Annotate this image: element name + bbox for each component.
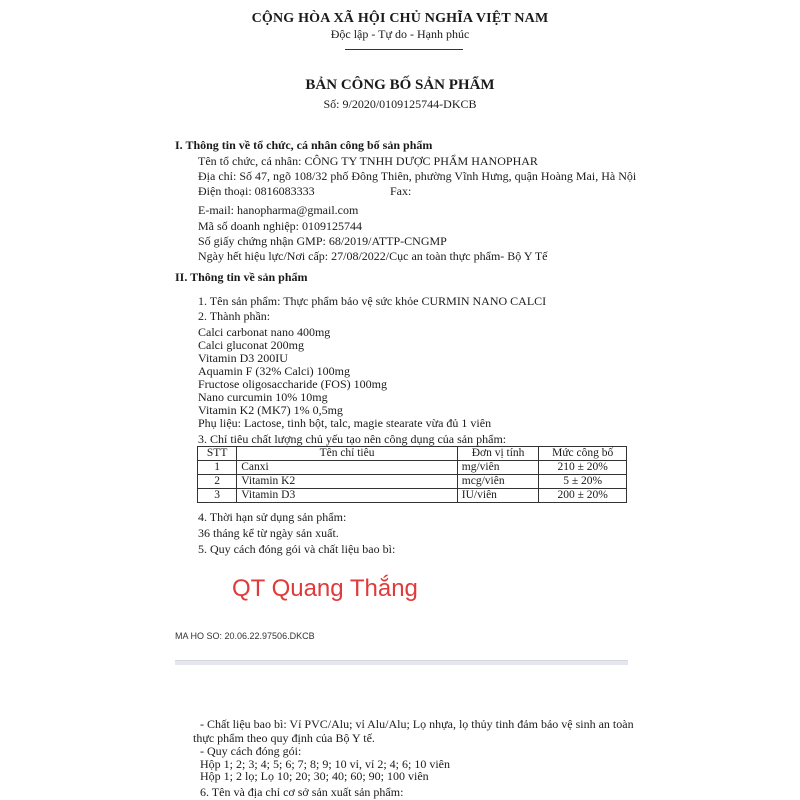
org-address: Địa chỉ: Số 47, ngõ 108/32 phố Đông Thiên, phường Vĩnh Hưng, quận Hoàng Mai, Hà Nội <box>198 169 637 183</box>
org-tax-id: Mã số doanh nghiệp: 0109125744 <box>198 219 362 233</box>
quality-heading: 3. Chỉ tiêu chất lượng chủ yếu tạo nên công dụng của sản phẩm: <box>198 432 507 446</box>
org-fax: Fax: <box>390 184 412 198</box>
excipients: Phụ liệu: Lactose, tinh bột, talc, magie stearate vừa đủ 1 viên <box>198 416 492 430</box>
table-cell: IU/viên <box>457 489 539 503</box>
shelf-life-heading: 4. Thời hạn sử dụng sản phẩm: <box>198 510 347 524</box>
table-cell: 2 <box>198 475 237 489</box>
org-phone: Điện thoại: 0816083333 <box>198 184 315 198</box>
org-email: E-mail: hanopharma@gmail.com <box>198 203 359 217</box>
header-divider <box>345 49 463 50</box>
ingredient-item: Nano curcumin 10% 10mg <box>198 390 328 404</box>
ingredient-item: Calci carbonat nano 400mg <box>198 325 331 339</box>
table-cell: 5 ± 20% <box>539 475 627 489</box>
packaging-material: - Chất liệu bao bì: Vỉ PVC/Alu; vỉ Alu/Alu; Lọ nhựa, lọ thủy tinh đảm bảo vệ sinh an toàn <box>200 717 634 731</box>
document-title: BẢN CÔNG BỐ SẢN PHẨM <box>305 77 495 93</box>
packaging-material-cont: thực phẩm theo quy định của Bộ Y tế. <box>193 731 375 745</box>
motto: Độc lập - Tự do - Hạnh phúc <box>330 27 470 41</box>
table-cell: mg/viên <box>457 461 539 475</box>
packaging-spec-bottle: Hộp 1; 2 lọ; Lọ 10; 20; 30; 40; 60; 90; 100 viên <box>200 769 429 783</box>
table-cell: mcg/viên <box>457 475 539 489</box>
packaging-heading: 5. Quy cách đóng gói và chất liệu bao bì: <box>198 542 396 556</box>
dossier-code: MA HO SO: 20.06.22.97506.DKCB <box>175 631 315 641</box>
table-cell: Vitamin K2 <box>237 475 458 489</box>
product-name: 1. Tên sản phẩm: Thực phẩm bảo vệ sức khỏe CURMIN NANO CALCI <box>198 294 547 308</box>
ingredient-item: Vitamin K2 (MK7) 1% 0,5mg <box>198 403 343 417</box>
section-2-heading: II. Thông tin về sản phẩm <box>175 270 308 284</box>
manufacturer-heading: 6. Tên và địa chỉ cơ sở sản xuất sản phẩm: <box>200 785 404 799</box>
packaging-spec-blister: Hộp 1; 2; 3; 4; 5; 6; 7; 8; 9; 10 vỉ, vỉ 2; 4; 6; 10 viên <box>200 757 451 771</box>
org-gmp: Số giấy chứng nhận GMP: 68/2019/ATTP-CNGMP <box>198 234 447 248</box>
table-cell: 3 <box>198 489 237 503</box>
document-number: Số: 9/2020/0109125744-DKCB <box>323 97 477 111</box>
packaging-spec-heading: - Quy cách đóng gói: <box>200 744 302 758</box>
table-header-cell: Mức công bố <box>539 447 627 461</box>
page-separator <box>175 660 628 665</box>
org-validity: Ngày hết hiệu lực/Nơi cấp: 27/08/2022/Cục an toàn thực phẩm- Bộ Y Tế <box>198 249 548 263</box>
ingredient-item: Fructose oligosaccharide (FOS) 100mg <box>198 377 387 391</box>
watermark-text: QT Quang Thắng <box>232 575 418 602</box>
table-row <box>198 461 627 475</box>
table-cell: 200 ± 20% <box>539 489 627 503</box>
table-cell: Canxi <box>237 461 458 475</box>
quality-table <box>197 446 627 503</box>
shelf-life: 36 tháng kể từ ngày sản xuất. <box>198 526 339 540</box>
table-cell: 210 ± 20% <box>539 461 627 475</box>
table-row <box>198 475 627 489</box>
org-name: Tên tổ chức, cá nhân: CÔNG TY TNHH DƯỢC PHẨM HANOPHAR <box>198 154 538 168</box>
composition-heading: 2. Thành phần: <box>198 309 271 323</box>
table-row <box>198 489 627 503</box>
ingredient-item: Aquamin F (32% Calci) 100mg <box>198 364 350 378</box>
table-cell: 1 <box>198 461 237 475</box>
ingredient-item: Calci gluconat 200mg <box>198 338 304 352</box>
table-header-cell: Đơn vị tính <box>457 447 539 461</box>
section-1-heading: I. Thông tin về tổ chức, cá nhân công bố sản phẩm <box>175 138 433 152</box>
table-header-row <box>198 447 627 461</box>
ingredient-item: Vitamin D3 200IU <box>198 351 288 365</box>
table-header-cell: STT <box>198 447 237 461</box>
table-cell: Vitamin D3 <box>237 489 458 503</box>
table-header-cell: Tên chỉ tiêu <box>237 447 458 461</box>
country-header: CỘNG HÒA XÃ HỘI CHỦ NGHĨA VIỆT NAM <box>251 11 549 26</box>
